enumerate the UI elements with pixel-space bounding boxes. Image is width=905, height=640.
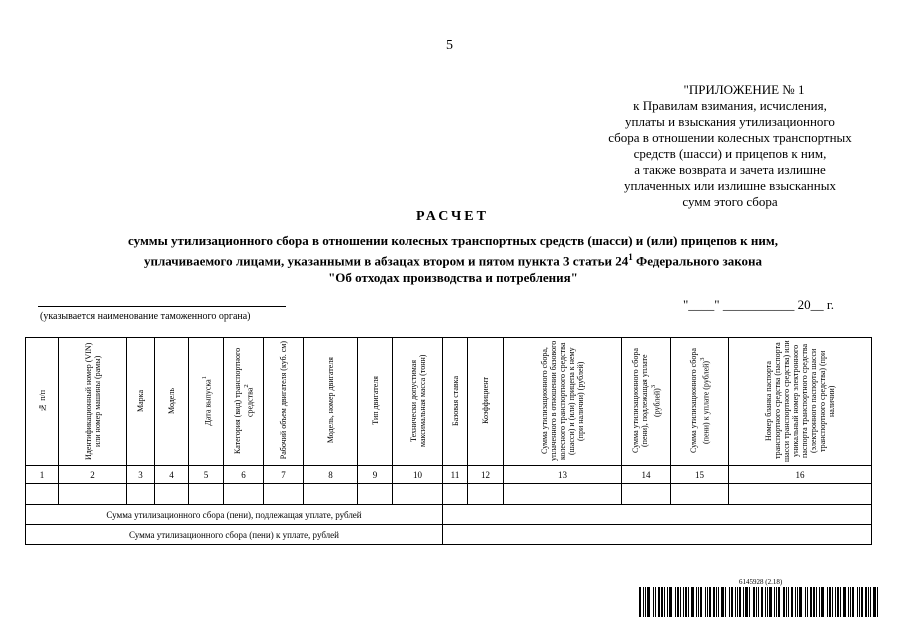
barcode-bar [731, 587, 733, 617]
barcode-bar [677, 587, 679, 617]
table-header-row [26, 338, 872, 466]
table-cell[interactable] [671, 484, 729, 505]
form-code: 6145928 (2.18) [739, 578, 783, 586]
barcode-bar [859, 587, 860, 617]
appendix-line: сбора в отношении колесных транспортных [608, 130, 852, 145]
barcode-bar [729, 587, 730, 617]
header-cell: Тип двигателя [358, 338, 393, 466]
subtitle-line-2: уплачиваемого лицами, указанными в абзацах втором и пятом пункта 3 статьи $24^1$ Федерального закона [143, 252, 763, 269]
barcode-bar [739, 587, 741, 617]
barcode-bar [709, 587, 711, 617]
table-cell[interactable] [59, 484, 127, 505]
barcode-bar [788, 587, 789, 617]
header-cell: Модель, номер двигателя [304, 338, 358, 466]
appendix-title: "ПРИЛОЖЕНИЕ № 1 [683, 82, 805, 97]
subtitle-line-1: суммы утилизационного сбора в отношении колесных транспортных средств (шасси) и (или) прицепов к ним, [128, 233, 778, 248]
column-number: 14 [622, 466, 671, 484]
barcode-bar [843, 587, 846, 617]
table-cell[interactable] [729, 484, 872, 505]
column-number: 9 [358, 466, 393, 484]
sum-topay-label: Сумма утилизационного сбора (пени) к уплате, рублей [26, 525, 443, 545]
column-number: 1 [26, 466, 59, 484]
appendix-line: уплаты и взыскания утилизационного [625, 114, 835, 129]
barcode-bar [721, 587, 724, 617]
table-cell[interactable] [304, 484, 358, 505]
barcode-bar [810, 587, 812, 617]
table-cell[interactable] [622, 484, 671, 505]
barcode-bar [698, 587, 699, 617]
barcode-bar [661, 587, 663, 617]
barcode-bar [848, 587, 849, 617]
barcode-bar [696, 587, 697, 617]
appendix-line: сумм этого сбора [682, 194, 778, 209]
barcode-bar [877, 587, 878, 617]
barcode-bar [835, 587, 836, 617]
column-number: 7 [264, 466, 304, 484]
table-cell[interactable] [358, 484, 393, 505]
barcode-bar [774, 587, 775, 617]
appendix-line: уплаченных или излишне взысканных [624, 178, 836, 193]
barcode-bar [850, 587, 851, 617]
table-cell[interactable] [264, 484, 304, 505]
sum-topay-row [26, 525, 872, 545]
barcode-bar [645, 587, 646, 617]
barcode-bar [852, 587, 854, 617]
barcode-bar [840, 587, 841, 617]
barcode-bar [778, 587, 780, 617]
barcode-bar [705, 587, 706, 617]
barcode-bar [707, 587, 708, 617]
barcode-bar [821, 587, 824, 617]
barcode-bar [735, 587, 736, 617]
barcode-bar [718, 587, 719, 617]
header-cell: Коэффициент [468, 338, 504, 466]
barcode-bar [685, 587, 687, 617]
barcode-bar [700, 587, 702, 617]
barcode-bar [691, 587, 694, 617]
barcode-bar [837, 587, 839, 617]
subtitle-line-3: "Об отходах производства и потребления" [328, 270, 578, 286]
barcode-bar [797, 587, 798, 617]
document-title: РАСЧЕТ [416, 209, 489, 224]
header-cell: Модель [155, 338, 189, 466]
barcode-bar [664, 587, 665, 617]
table-cell[interactable] [468, 484, 504, 505]
barcode-bar [680, 587, 681, 617]
column-number: 11 [443, 466, 468, 484]
calculation-table [25, 337, 872, 545]
table-cell[interactable] [26, 484, 59, 505]
document-subtitle [40, 232, 866, 286]
table-cell[interactable] [155, 484, 189, 505]
column-number: 8 [304, 466, 358, 484]
barcode-bar [756, 587, 757, 617]
header-cell: Идентификационный номер (VIN) или номер машины (рамы) [59, 338, 127, 466]
barcode-bar [776, 587, 777, 617]
column-number: 10 [393, 466, 443, 484]
barcode-bar [758, 587, 759, 617]
barcode-bar [870, 587, 871, 617]
column-number: 6 [224, 466, 264, 484]
barcode-bar [683, 587, 684, 617]
barcode-bar [716, 587, 717, 617]
appendix-line: к Правилам взимания, исчисления, [633, 98, 827, 113]
table-cell[interactable] [443, 484, 468, 505]
barcode-bar [647, 587, 650, 617]
barcode-bar [743, 587, 744, 617]
sum-payable-row [26, 505, 872, 525]
header-cell: № п/п [26, 338, 59, 466]
sum-payable-value[interactable] [443, 505, 872, 525]
barcode-bar [861, 587, 863, 617]
table-cell[interactable] [127, 484, 155, 505]
customs-authority-field[interactable] [38, 306, 286, 307]
barcode-bar [873, 587, 876, 617]
barcode-bar [745, 587, 748, 617]
barcode-bar [827, 587, 828, 617]
barcode-bar [832, 587, 833, 617]
barcode [639, 587, 883, 617]
sum-topay-value[interactable] [443, 525, 872, 545]
barcode-bar [799, 587, 802, 617]
table-cell[interactable] [224, 484, 264, 505]
barcode-bar [653, 587, 654, 617]
barcode-bar [737, 587, 738, 617]
barcode-bar [786, 587, 787, 617]
appendix-heading [560, 82, 900, 210]
page-number: 5 [446, 38, 453, 53]
appendix-line: а также возврата и зачета излишне [634, 162, 826, 177]
header-cell: Сумма утилизационного сбора (пени), подлежащая уплате (рублей)$^3$ [622, 338, 671, 466]
barcode-bar [783, 587, 785, 617]
header-cell: Марка [127, 338, 155, 466]
header-cell: Рабочий объем двигателя (куб. см) [264, 338, 304, 466]
barcode-bar [688, 587, 689, 617]
barcode-bar [655, 587, 656, 617]
barcode-bar [868, 587, 869, 617]
barcode-bar [675, 587, 676, 617]
barcode-bar [669, 587, 672, 617]
barcode-bar [857, 587, 858, 617]
column-number: 5 [189, 466, 224, 484]
column-number: 4 [155, 466, 189, 484]
barcode-bar [639, 587, 641, 617]
column-number: 16 [729, 466, 872, 484]
sum-payable-label: Сумма утилизационного сбора (пени), подлежащая уплате, рублей [26, 505, 443, 525]
barcode-bar [819, 587, 820, 617]
barcode-bar [829, 587, 831, 617]
column-number: 12 [468, 466, 504, 484]
barcode-bar [753, 587, 755, 617]
table-row [26, 484, 872, 505]
barcode-bar [658, 587, 660, 617]
column-number-row [26, 466, 872, 484]
table-cell[interactable] [189, 484, 224, 505]
barcode-bar [761, 587, 763, 617]
header-cell: Сумма утилизационного сбора, уплаченного в отношении базового колесного транспортного средства (шасси) и (или) прицепа к нему (при наличии) (рублей) [504, 338, 622, 466]
header-cell: Дата выпуска$^1$ [189, 338, 224, 466]
column-number: 3 [127, 466, 155, 484]
table-cell[interactable] [504, 484, 622, 505]
barcode-bar [816, 587, 817, 617]
header-cell: Технически допустимая максимальная масса (тонн) [393, 338, 443, 466]
barcode-bar [813, 587, 815, 617]
header-cell: Базовая ставка [443, 338, 468, 466]
barcode-bar [795, 587, 796, 617]
barcode-bar [805, 587, 806, 617]
column-number: 2 [59, 466, 127, 484]
barcode-bar [769, 587, 772, 617]
header-cell: Категория (вид) транспортного средства$^2$ [224, 338, 264, 466]
table-cell[interactable] [393, 484, 443, 505]
header-cell: Сумма утилизационного сбора (пени) к уплате (рублей)$^3$ [671, 338, 729, 466]
barcode-bar [765, 587, 766, 617]
column-number: 15 [671, 466, 729, 484]
barcode-bar [667, 587, 668, 617]
customs-authority-caption: (указывается наименование таможенного органа) [40, 311, 251, 322]
barcode-bar [749, 587, 750, 617]
barcode-bar [791, 587, 793, 617]
column-number: 13 [504, 466, 622, 484]
date-field[interactable]: "____" ___________ 20__ г. [683, 297, 834, 312]
header-cell: Номер бланка паспорта транспортного средства (паспорта шасси транспортного средства) или уникальный номер электронного паспорта транспортного средства (электронного паспорта шасси транспортного средства) (при наличии) [729, 338, 872, 466]
barcode-bar [643, 587, 644, 617]
barcode-bar [807, 587, 808, 617]
barcode-bar [865, 587, 867, 617]
barcode-bar [767, 587, 768, 617]
barcode-bar [725, 587, 726, 617]
barcode-bar [713, 587, 715, 617]
appendix-line: средств (шасси) и прицепов к ним, [633, 146, 827, 161]
